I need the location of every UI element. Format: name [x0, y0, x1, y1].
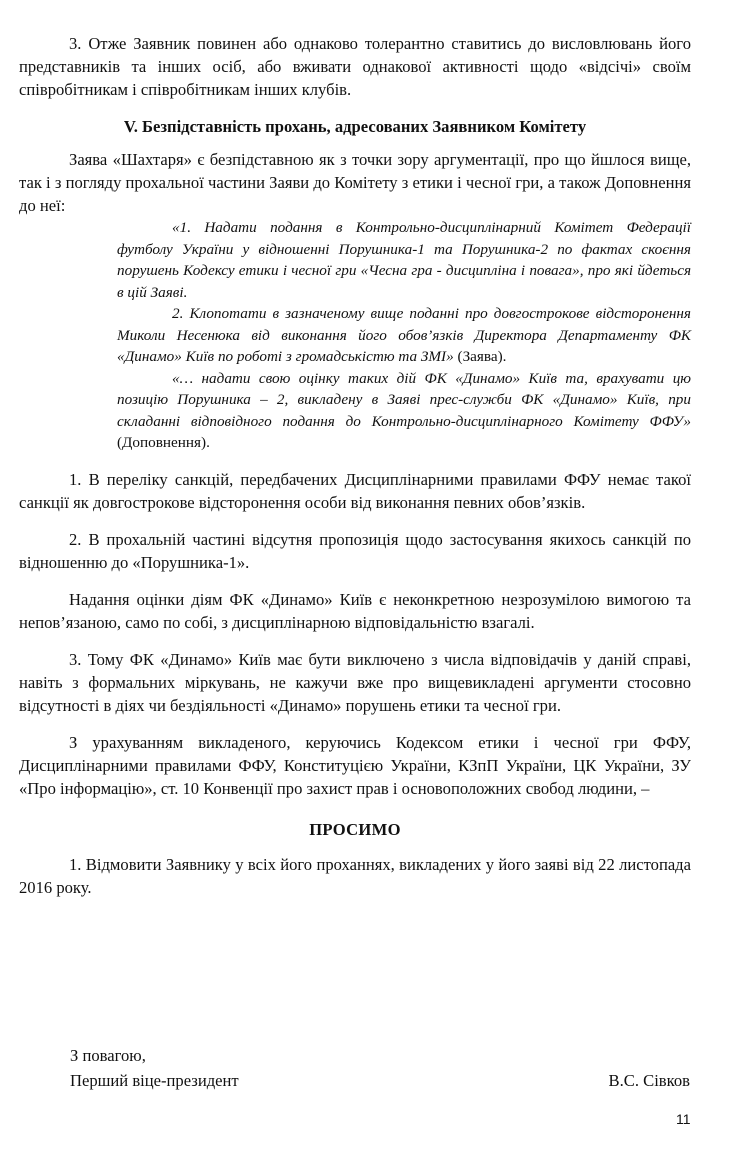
- signature-closing: З повагою,: [70, 1046, 146, 1065]
- signature-row: [70, 1068, 690, 1093]
- document-body: [19, 32, 691, 899]
- signature-name: В.С. Сівков: [608, 1071, 690, 1090]
- quote-2-source: (Заява).: [453, 348, 507, 365]
- quote-3-text: «… надати свою оцінку таких дій ФК «Динамо» Київ та, врахувати цю позицію Порушника – 2, викладену в Заяві прес-служби ФК «Динамо» Київ, при складанні відповідного подання до Контрольно-дисциплінарного Комітету ФФУ»: [117, 369, 691, 430]
- paragraph-considering: З урахуванням викладеного, керуючись Кодексом етики і чесної гри ФФУ, Дисциплінарними правилами ФФУ, Конституцією України, КЗпП України, ЦК України, ЗУ «Про інформацію», ст. 10 Конвенції про захист прав і основоположних свобод людини, –: [19, 732, 691, 798]
- quote-item-1: [117, 217, 691, 303]
- quote-1-text: «1. Надати подання в Контрольно-дисциплінарний Комітет Федерації футболу України у відношенні Порушника-1 та Порушника-2 по фактах скоєння порушень Кодексу етики і чесної гри «Чесна гра - дисципліна і повага», про які йдеться в цій Заяві.: [117, 219, 691, 301]
- quote-item-3: [117, 368, 691, 454]
- paragraph-request-1: 1. Відмовити Заявнику у всіх його проханнях, викладених у його заяві від 22 листопада 2016 року.: [19, 854, 691, 897]
- paragraph-intolerance: 3. Отже Заявник повинен або однаково толерантно ставитись до висловлювань його представників та інших осіб, або вживати однакової активності щодо «відсічі» своїм співробітникам і співробітникам інших клубів.: [19, 34, 691, 99]
- prosimo-heading: ПРОСИМО: [309, 819, 401, 839]
- signature-position: Перший віце-президент: [70, 1071, 239, 1090]
- paragraph-point-3: 3. Тому ФК «Динамо» Київ має бути виключено з числа відповідачів у даній справі, навіть з формальних міркувань, не кажучи вже про вищевикладені аргументи стосовно відсутності в діях чи бездіяльності «Динамо» порушень етики та чесної гри.: [19, 649, 691, 715]
- quote-item-2: [117, 303, 691, 368]
- quote-2-text: 2. Клопотати в зазначеному вище поданні про довгострокове відсторонення Миколи Несенюка від виконання його обов’язків Директора Департаменту ФК «Динамо» Київ по роботі з громадськістю та ЗМІ»: [117, 305, 691, 365]
- paragraph-assessment: Надання оцінки діям ФК «Динамо» Київ є неконкретною незрозумілою вимогою та непов’язаною, само по собі, з дисциплінарною відповідальністю взагалі.: [19, 589, 691, 632]
- paragraph-point-2: 2. В прохальній частині відсутня пропозиція щодо застосування якихось санкцій по відношенню до «Порушника-1».: [19, 529, 691, 572]
- paragraph-statement: Заява «Шахтаря» є безпідставною як з точки зору аргументації, про що йшлося вище, так і з погляду прохальної частини Заяви до Комітету з етики і чесної гри, а також Доповнення до неї:: [19, 150, 691, 215]
- signature-block: [70, 1043, 690, 1093]
- section-heading: V. Безпідставність прохань, адресованих Заявником Комітету: [123, 117, 587, 136]
- paragraph-point-1: 1. В переліку санкцій, передбачених Дисциплінарними правилами ФФУ немає такої санкції як довгострокове відсторонення особи від виконання певних обов’язків.: [19, 469, 691, 512]
- quoted-requests: [117, 217, 691, 454]
- quote-3-source: (Доповнення).: [117, 434, 210, 451]
- page-number: 11: [676, 1111, 691, 1127]
